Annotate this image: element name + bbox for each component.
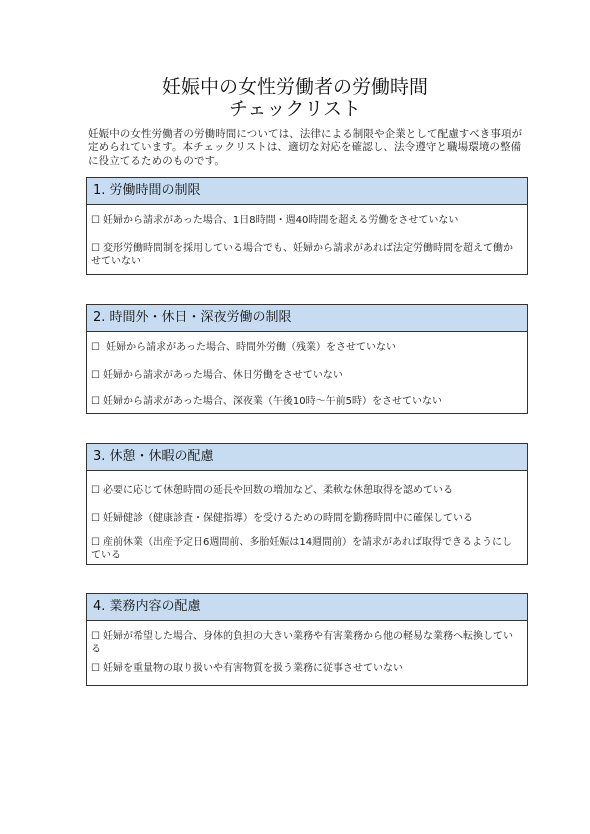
checkbox-icon[interactable]: ☐ <box>91 370 100 381</box>
checkbox-icon[interactable]: ☐ <box>91 215 100 226</box>
checklist-item[interactable] <box>91 395 521 408</box>
checkbox-icon[interactable]: ☐ <box>91 342 100 353</box>
checklist-item[interactable] <box>91 662 521 675</box>
title-line-2: チェックリスト <box>228 98 362 120</box>
checklist-item-text: 妊婦から請求があった場合、休日労働をさせていない <box>102 370 343 381</box>
section-job-content <box>86 593 528 686</box>
checklist-item-text: 妊婦健診（健康診査・保健指導）を受けるための時間を勤務時間中に確保している <box>102 513 473 524</box>
section-heading: 2. 時間外・休日・深夜労働の制限 <box>87 305 527 332</box>
title-line-1: 妊娠中の女性労働者の労働時間 <box>161 76 428 98</box>
checklist-item-text: 妊婦が希望した場合、身体的負担の大きい業務や有害業務から他の軽易な業務へ転換している <box>91 631 513 655</box>
intro-paragraph: 妊娠中の女性労働者の労働時間については、法律による制限や企業として配慮すべき事項が定められています。本チェックリストは、適切な対応を確認し、法令遵守と職場環境の整備に役立てるためのものです。 <box>88 128 523 167</box>
checklist-item-text: 妊婦から請求があった場合、時間外労働（残業）をさせていない <box>102 342 397 353</box>
section-heading: 4. 業務内容の配慮 <box>87 594 527 621</box>
checklist-item-text: 妊婦から請求があった場合、深夜業（午後10時〜午前5時）をさせていない <box>102 396 442 407</box>
checkbox-icon[interactable]: ☐ <box>91 663 100 674</box>
checklist-item[interactable] <box>91 214 521 227</box>
section-rest-leave <box>86 443 528 565</box>
checkbox-icon[interactable]: ☐ <box>91 485 100 496</box>
checkbox-icon[interactable]: ☐ <box>91 537 100 548</box>
checklist-item[interactable] <box>91 484 521 497</box>
checkbox-icon[interactable]: ☐ <box>91 513 100 524</box>
section-working-hours <box>86 177 528 275</box>
section-heading: 1. 労働時間の制限 <box>87 178 527 205</box>
section-heading: 3. 休憩・休暇の配慮 <box>87 444 527 471</box>
checklist-item-text: 妊婦から請求があった場合、1日8時間・週40時間を超える労働をさせていない <box>102 215 459 226</box>
checklist-item[interactable] <box>91 512 521 525</box>
section-overtime-holiday-night <box>86 304 528 414</box>
checklist-item-text: 妊婦を重量物の取り扱いや有害物質を扱う業務に従事させていない <box>102 663 403 674</box>
checklist-item-text: 必要に応じて休憩時間の延長や回数の増加など、柔軟な休憩取得を認めている <box>102 485 453 496</box>
checkbox-icon[interactable]: ☐ <box>91 631 100 642</box>
checklist-item[interactable] <box>91 536 521 562</box>
checkbox-icon[interactable]: ☐ <box>91 396 100 407</box>
checklist-item[interactable] <box>91 630 521 656</box>
document-title <box>0 76 590 120</box>
checkbox-icon[interactable]: ☐ <box>91 243 100 254</box>
checklist-item-text: 変形労働時間制を採用している場合でも、妊婦から請求があれば法定労働時間を超えて働かせていない <box>91 243 513 267</box>
checklist-item[interactable] <box>91 242 521 268</box>
checklist-item[interactable] <box>91 369 521 382</box>
checklist-item-text: 産前休業（出産予定日6週間前、多胎妊娠は14週間前）を請求があれば取得できるようにしている <box>91 537 513 561</box>
checklist-item[interactable] <box>91 341 521 354</box>
